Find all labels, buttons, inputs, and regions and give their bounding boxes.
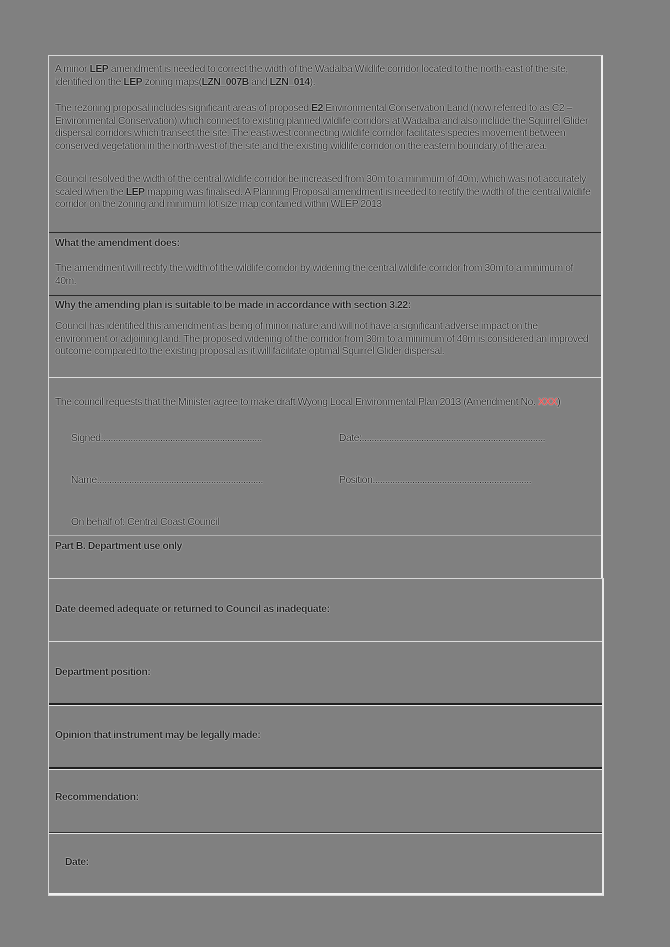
date-deemed-adequate-row[interactable] [49, 579, 602, 642]
why-body: Council has identified this amendment as being of minor nature and will not have a significant adverse impact on the environment or adjoining land. The proposed widening of the corridor from 30m to a minimum of 40m is considered an improved outcome compared to the existing proposal as it will facilitate optimal Squirrel Glider dispersal. [55, 321, 589, 358]
legal-opinion-row[interactable] [49, 707, 602, 769]
department-position-row[interactable] [49, 642, 602, 705]
legal-opinion-label: Opinion that instrument may be legally made: [55, 730, 261, 741]
what-body: The amendment will rectify the width of the wildlife corridor by widening the central wildlife corridor from 30m to a minimum of 40m. [55, 263, 574, 287]
position-field[interactable]: Position:............................................................... [339, 475, 532, 486]
why-heading: Why the amending plan is suitable to be made in accordance with section 3.22: [55, 300, 411, 311]
intro-paragraph-1: A minor LEP amendment is needed to correct the width of the Wadalba Wildlife corridor located to the north-east of the site, identified on the LEP zoning maps(LZN_007B and LZN_014). [55, 64, 568, 88]
intro-section [49, 56, 601, 233]
what-heading: What the amendment does: [55, 238, 180, 249]
department-position-label: Department position: [55, 667, 151, 678]
signed-field[interactable]: Signed:................................................................ [71, 433, 262, 444]
on-behalf-of-text: On behalf of: Central Coast Council [71, 517, 220, 528]
recommendation-label: Recommendation: [55, 792, 139, 803]
part-b-heading-section [49, 536, 601, 579]
intro-paragraph-2: The rezoning proposal includes significant areas of proposed E2 Environmental Conservation Land (now referred to as C2 – Environmental Conservation) which connect to existing planned wildlife corridors at Wadalba and also include the Squirrel Glider dispersal corridors which transect the site. The east-west connecting wildlife corridor facilitates species movement between conserved vegetation in the north-west of the site and the existing wildlife corridor on the eastern boundary of the area. [55, 103, 588, 152]
why-suitable-section [49, 297, 601, 378]
what-amendment-does-section [49, 234, 601, 296]
intro-paragraph-3: Council resolved the width of the central wildlife corridor be increased from 30m to a minimum of 40m, which was not accurately scaled when the LEP mapping was finalised. A Planning Proposal amendment is needed to rectify the width of the central wildlife corridor on the zoning and minimum lot size map contained within WLEP 2013 [55, 174, 591, 211]
council-request-section [49, 378, 601, 536]
date-field[interactable]: Date:.......................................................................... [339, 433, 546, 444]
part-a-form [48, 55, 603, 578]
part-b-heading: Part B. Department use only [55, 541, 182, 552]
recommendation-row[interactable] [49, 771, 602, 833]
amendment-number-placeholder: XXX [537, 397, 558, 408]
date-deemed-adequate-label: Date deemed adequate or returned to Council as inadequate: [55, 604, 330, 615]
request-text: The council requests that the Minister agree to make draft Wyong Local Environmental Plan 2013 (Amendment No. XXX) [55, 397, 561, 408]
date-label: Date: [65, 857, 89, 868]
name-field[interactable]: Name:.................................................................. [71, 475, 263, 486]
date-row[interactable] [49, 835, 602, 895]
part-b-department-form [48, 578, 604, 896]
